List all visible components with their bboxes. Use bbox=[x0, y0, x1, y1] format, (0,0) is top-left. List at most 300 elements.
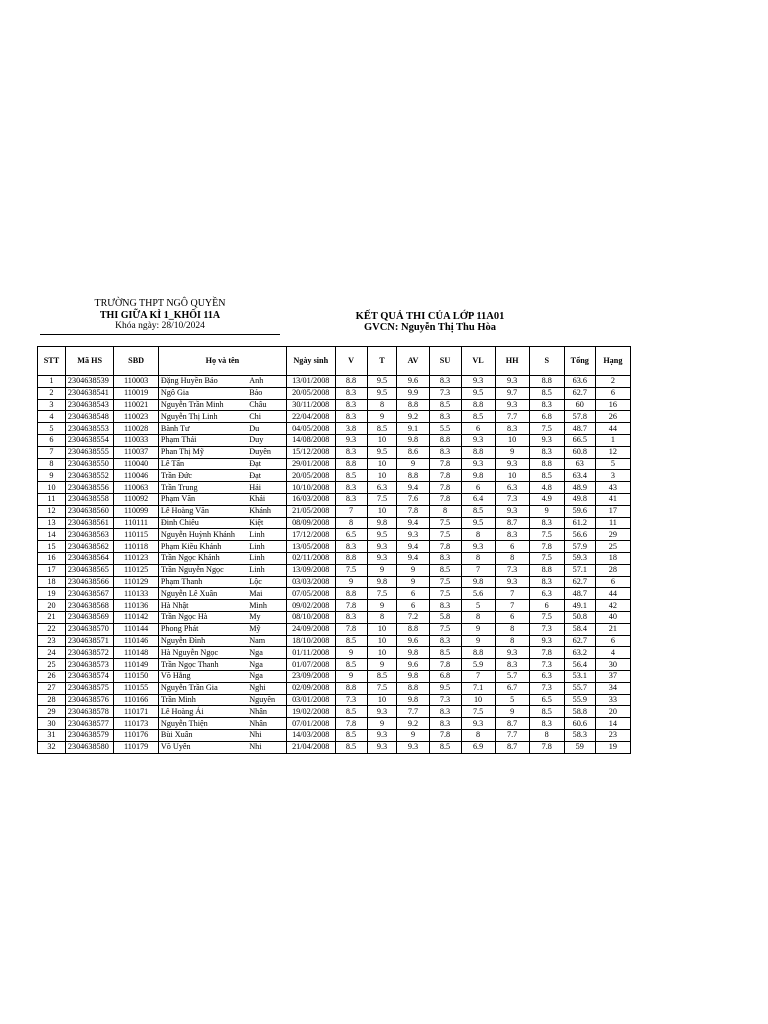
surname-cell: Đinh Chiêu bbox=[158, 517, 247, 529]
physics-score-cell: 6 bbox=[461, 482, 495, 494]
physics-score-cell: 5.9 bbox=[461, 659, 495, 671]
biology-score-cell: 9.3 bbox=[529, 635, 564, 647]
student-id-cell: 2304638571 bbox=[65, 635, 114, 647]
student-id-cell: 2304638568 bbox=[65, 600, 114, 612]
table-row bbox=[38, 505, 631, 517]
literature-score-cell: 8.3 bbox=[335, 541, 367, 553]
physics-score-cell: 6.9 bbox=[461, 741, 495, 753]
table-row bbox=[38, 482, 631, 494]
surname-cell: Trần Nguyễn Ngọc bbox=[158, 564, 247, 576]
math-score-cell: 7.5 bbox=[367, 588, 397, 600]
math-score-cell: 9.5 bbox=[367, 376, 397, 388]
math-score-cell: 7.5 bbox=[367, 682, 397, 694]
rank-cell: 18 bbox=[595, 552, 630, 564]
student-id-cell: 2304638552 bbox=[65, 470, 114, 482]
history-score-cell: 5.5 bbox=[429, 423, 461, 435]
english-score-cell: 9.4 bbox=[397, 541, 429, 553]
table-row bbox=[38, 517, 631, 529]
surname-cell: Trần Minh bbox=[158, 694, 247, 706]
birth-date-cell: 03/03/2008 bbox=[286, 576, 335, 588]
biology-score-cell: 8.8 bbox=[529, 458, 564, 470]
chemistry-score-cell: 9 bbox=[495, 706, 529, 718]
total-score-cell: 57.8 bbox=[564, 411, 595, 423]
birth-date-cell: 02/09/2008 bbox=[286, 682, 335, 694]
table-row bbox=[38, 611, 631, 623]
stt-cell: 31 bbox=[38, 729, 66, 741]
history-score-cell: 7.5 bbox=[429, 576, 461, 588]
math-score-cell: 9.8 bbox=[367, 576, 397, 588]
given-name-cell: Kiệt bbox=[247, 517, 286, 529]
given-name-cell: Nga bbox=[247, 647, 286, 659]
total-score-cell: 57.1 bbox=[564, 564, 595, 576]
stt-cell: 18 bbox=[38, 576, 66, 588]
table-row bbox=[38, 399, 631, 411]
math-score-cell: 9 bbox=[367, 659, 397, 671]
candidate-number-cell: 110171 bbox=[114, 706, 158, 718]
student-id-cell: 2304638563 bbox=[65, 529, 114, 541]
chemistry-score-cell: 9.3 bbox=[495, 376, 529, 388]
history-score-cell: 8.5 bbox=[429, 399, 461, 411]
student-id-cell: 2304638573 bbox=[65, 659, 114, 671]
physics-score-cell: 7 bbox=[461, 670, 495, 682]
student-id-cell: 2304638580 bbox=[65, 741, 114, 753]
literature-score-cell: 8.5 bbox=[335, 741, 367, 753]
literature-score-cell: 8.3 bbox=[335, 411, 367, 423]
chemistry-score-cell: 10 bbox=[495, 434, 529, 446]
literature-score-cell: 7.3 bbox=[335, 694, 367, 706]
math-score-cell: 9.3 bbox=[367, 552, 397, 564]
table-row bbox=[38, 576, 631, 588]
given-name-cell: Đạt bbox=[247, 458, 286, 470]
math-score-cell: 9 bbox=[367, 411, 397, 423]
given-name-cell: Nhi bbox=[247, 729, 286, 741]
chemistry-score-cell: 7.7 bbox=[495, 729, 529, 741]
physics-score-cell: 8.5 bbox=[461, 411, 495, 423]
table-row bbox=[38, 682, 631, 694]
literature-score-cell: 8.8 bbox=[335, 588, 367, 600]
table-row bbox=[38, 694, 631, 706]
total-score-cell: 63.4 bbox=[564, 470, 595, 482]
birth-date-cell: 20/05/2008 bbox=[286, 470, 335, 482]
rank-cell: 6 bbox=[595, 576, 630, 588]
birth-date-cell: 09/02/2008 bbox=[286, 600, 335, 612]
history-score-cell: 7.8 bbox=[429, 493, 461, 505]
rank-cell: 17 bbox=[595, 505, 630, 517]
results-table bbox=[37, 346, 631, 754]
biology-score-cell: 4.9 bbox=[529, 493, 564, 505]
surname-cell: Ngô Gia bbox=[158, 387, 247, 399]
history-score-cell: 8.3 bbox=[429, 446, 461, 458]
rank-cell: 40 bbox=[595, 611, 630, 623]
literature-score-cell: 8.3 bbox=[335, 611, 367, 623]
physics-score-cell: 9.8 bbox=[461, 470, 495, 482]
rank-cell: 28 bbox=[595, 564, 630, 576]
surname-cell: Phạm Thái bbox=[158, 434, 247, 446]
birth-date-cell: 21/04/2008 bbox=[286, 741, 335, 753]
birth-date-cell: 24/09/2008 bbox=[286, 623, 335, 635]
biology-score-cell: 9 bbox=[529, 505, 564, 517]
rank-cell: 21 bbox=[595, 623, 630, 635]
math-score-cell: 9.8 bbox=[367, 517, 397, 529]
biology-score-cell: 7.5 bbox=[529, 529, 564, 541]
birth-date-cell: 16/03/2008 bbox=[286, 493, 335, 505]
surname-cell: Nguyễn Thiện bbox=[158, 718, 247, 730]
stt-cell: 27 bbox=[38, 682, 66, 694]
table-row bbox=[38, 647, 631, 659]
table-row bbox=[38, 718, 631, 730]
candidate-number-cell: 110148 bbox=[114, 647, 158, 659]
history-score-cell: 7.8 bbox=[429, 470, 461, 482]
birth-date-cell: 07/01/2008 bbox=[286, 718, 335, 730]
chemistry-score-cell: 8.7 bbox=[495, 517, 529, 529]
math-score-cell: 6.3 bbox=[367, 482, 397, 494]
math-score-cell: 9 bbox=[367, 600, 397, 612]
rank-cell: 2 bbox=[595, 376, 630, 388]
chemistry-score-cell: 5 bbox=[495, 694, 529, 706]
total-score-cell: 55.9 bbox=[564, 694, 595, 706]
surname-cell: Võ Hằng bbox=[158, 670, 247, 682]
candidate-number-cell: 110023 bbox=[114, 411, 158, 423]
physics-score-cell: 8.8 bbox=[461, 647, 495, 659]
chemistry-score-cell: 9.3 bbox=[495, 399, 529, 411]
english-score-cell: 7.6 bbox=[397, 493, 429, 505]
given-name-cell: Nghi bbox=[247, 682, 286, 694]
math-score-cell: 8 bbox=[367, 399, 397, 411]
given-name-cell: Châu bbox=[247, 399, 286, 411]
col-header-english: AV bbox=[397, 347, 429, 376]
given-name-cell: Linh bbox=[247, 541, 286, 553]
birth-date-cell: 13/09/2008 bbox=[286, 564, 335, 576]
chemistry-score-cell: 8 bbox=[495, 623, 529, 635]
math-score-cell: 7.5 bbox=[367, 493, 397, 505]
surname-cell: Trần Đức bbox=[158, 470, 247, 482]
birth-date-cell: 15/12/2008 bbox=[286, 446, 335, 458]
total-score-cell: 59.3 bbox=[564, 552, 595, 564]
given-name-cell: Mỹ bbox=[247, 623, 286, 635]
literature-score-cell: 7.5 bbox=[335, 564, 367, 576]
surname-cell: Hà Nhật bbox=[158, 600, 247, 612]
student-id-cell: 2304638556 bbox=[65, 482, 114, 494]
col-header-math: T bbox=[367, 347, 397, 376]
student-id-cell: 2304638560 bbox=[65, 505, 114, 517]
biology-score-cell: 7.8 bbox=[529, 647, 564, 659]
table-row bbox=[38, 446, 631, 458]
stt-cell: 22 bbox=[38, 623, 66, 635]
surname-cell: Nguyễn Trần Minh bbox=[158, 399, 247, 411]
birth-date-cell: 23/09/2008 bbox=[286, 670, 335, 682]
surname-cell: Nguyễn Lê Xuân bbox=[158, 588, 247, 600]
birth-date-cell: 13/05/2008 bbox=[286, 541, 335, 553]
birth-date-cell: 08/09/2008 bbox=[286, 517, 335, 529]
chemistry-score-cell: 6.7 bbox=[495, 682, 529, 694]
rank-cell: 11 bbox=[595, 517, 630, 529]
surname-cell: Phạm Kiều Khánh bbox=[158, 541, 247, 553]
biology-score-cell: 8.5 bbox=[529, 387, 564, 399]
table-row bbox=[38, 434, 631, 446]
history-score-cell: 7.5 bbox=[429, 517, 461, 529]
header-divider bbox=[40, 334, 280, 335]
math-score-cell: 10 bbox=[367, 694, 397, 706]
total-score-cell: 56.6 bbox=[564, 529, 595, 541]
candidate-number-cell: 110179 bbox=[114, 741, 158, 753]
biology-score-cell: 7.5 bbox=[529, 552, 564, 564]
stt-cell: 4 bbox=[38, 411, 66, 423]
math-score-cell: 9.3 bbox=[367, 741, 397, 753]
physics-score-cell: 8 bbox=[461, 529, 495, 541]
physics-score-cell: 9.3 bbox=[461, 541, 495, 553]
exam-title: THI GIỮA KÌ 1_KHỐI 11A bbox=[99, 310, 221, 321]
literature-score-cell: 9 bbox=[335, 647, 367, 659]
given-name-cell: Nhân bbox=[247, 718, 286, 730]
total-score-cell: 60.8 bbox=[564, 446, 595, 458]
birth-date-cell: 08/10/2008 bbox=[286, 611, 335, 623]
literature-score-cell: 9 bbox=[335, 576, 367, 588]
biology-score-cell: 7.5 bbox=[529, 423, 564, 435]
table-row bbox=[38, 741, 631, 753]
given-name-cell: Bảo bbox=[247, 387, 286, 399]
rank-cell: 19 bbox=[595, 741, 630, 753]
literature-score-cell: 7 bbox=[335, 505, 367, 517]
student-id-cell: 2304638562 bbox=[65, 541, 114, 553]
stt-cell: 13 bbox=[38, 517, 66, 529]
rank-cell: 44 bbox=[595, 423, 630, 435]
student-id-cell: 2304638566 bbox=[65, 576, 114, 588]
table-row bbox=[38, 552, 631, 564]
student-id-cell: 2304638553 bbox=[65, 423, 114, 435]
history-score-cell: 7.8 bbox=[429, 482, 461, 494]
candidate-number-cell: 110046 bbox=[114, 470, 158, 482]
chemistry-score-cell: 9.3 bbox=[495, 576, 529, 588]
col-header-student-id: Mã HS bbox=[65, 347, 114, 376]
math-score-cell: 9 bbox=[367, 564, 397, 576]
math-score-cell: 10 bbox=[367, 505, 397, 517]
english-score-cell: 9.8 bbox=[397, 434, 429, 446]
stt-cell: 29 bbox=[38, 706, 66, 718]
table-row bbox=[38, 423, 631, 435]
english-score-cell: 6 bbox=[397, 588, 429, 600]
given-name-cell: My bbox=[247, 611, 286, 623]
total-score-cell: 48.9 bbox=[564, 482, 595, 494]
history-score-cell: 6.8 bbox=[429, 670, 461, 682]
total-score-cell: 63 bbox=[564, 458, 595, 470]
english-score-cell: 9 bbox=[397, 576, 429, 588]
student-id-cell: 2304638548 bbox=[65, 411, 114, 423]
history-score-cell: 7.5 bbox=[429, 529, 461, 541]
total-score-cell: 61.2 bbox=[564, 517, 595, 529]
surname-cell: Bành Tư bbox=[158, 423, 247, 435]
student-id-cell: 2304638564 bbox=[65, 552, 114, 564]
surname-cell: Nguyễn Huỳnh Khánh bbox=[158, 529, 247, 541]
stt-cell: 21 bbox=[38, 611, 66, 623]
rank-cell: 25 bbox=[595, 541, 630, 553]
biology-score-cell: 7.8 bbox=[529, 541, 564, 553]
rank-cell: 6 bbox=[595, 387, 630, 399]
exam-date: Khóa ngày: 28/10/2024 bbox=[115, 321, 205, 331]
candidate-number-cell: 110123 bbox=[114, 552, 158, 564]
math-score-cell: 10 bbox=[367, 458, 397, 470]
total-score-cell: 59 bbox=[564, 741, 595, 753]
english-score-cell: 9.8 bbox=[397, 647, 429, 659]
student-id-cell: 2304638567 bbox=[65, 588, 114, 600]
chemistry-score-cell: 9.3 bbox=[495, 647, 529, 659]
biology-score-cell: 8.3 bbox=[529, 517, 564, 529]
biology-score-cell: 8.5 bbox=[529, 470, 564, 482]
physics-score-cell: 9.3 bbox=[461, 434, 495, 446]
english-score-cell: 9.2 bbox=[397, 718, 429, 730]
english-score-cell: 9.3 bbox=[397, 529, 429, 541]
candidate-number-cell: 110173 bbox=[114, 718, 158, 730]
birth-date-cell: 18/10/2008 bbox=[286, 635, 335, 647]
rank-cell: 3 bbox=[595, 470, 630, 482]
physics-score-cell: 5.6 bbox=[461, 588, 495, 600]
biology-score-cell: 6.8 bbox=[529, 411, 564, 423]
given-name-cell: Nguyên bbox=[247, 694, 286, 706]
candidate-number-cell: 110144 bbox=[114, 623, 158, 635]
physics-score-cell: 5 bbox=[461, 600, 495, 612]
math-score-cell: 9.3 bbox=[367, 706, 397, 718]
english-score-cell: 7.7 bbox=[397, 706, 429, 718]
math-score-cell: 10 bbox=[367, 623, 397, 635]
english-score-cell: 8.6 bbox=[397, 446, 429, 458]
candidate-number-cell: 110028 bbox=[114, 423, 158, 435]
table-header-row bbox=[38, 347, 631, 376]
math-score-cell: 10 bbox=[367, 470, 397, 482]
stt-cell: 8 bbox=[38, 458, 66, 470]
table-row bbox=[38, 529, 631, 541]
col-header-birth-date: Ngày sinh bbox=[286, 347, 335, 376]
chemistry-score-cell: 8.3 bbox=[495, 529, 529, 541]
given-name-cell: Mai bbox=[247, 588, 286, 600]
literature-score-cell: 8.8 bbox=[335, 376, 367, 388]
stt-cell: 6 bbox=[38, 434, 66, 446]
biology-score-cell: 6.3 bbox=[529, 670, 564, 682]
table-row bbox=[38, 623, 631, 635]
birth-date-cell: 17/12/2008 bbox=[286, 529, 335, 541]
rank-cell: 6 bbox=[595, 635, 630, 647]
rank-cell: 14 bbox=[595, 718, 630, 730]
candidate-number-cell: 110040 bbox=[114, 458, 158, 470]
literature-score-cell: 9 bbox=[335, 670, 367, 682]
chemistry-score-cell: 7.7 bbox=[495, 411, 529, 423]
english-score-cell: 9.4 bbox=[397, 517, 429, 529]
student-id-cell: 2304638578 bbox=[65, 706, 114, 718]
birth-date-cell: 01/07/2008 bbox=[286, 659, 335, 671]
physics-score-cell: 9.3 bbox=[461, 458, 495, 470]
student-id-cell: 2304638574 bbox=[65, 670, 114, 682]
given-name-cell: Khánh bbox=[247, 505, 286, 517]
biology-score-cell: 8.5 bbox=[529, 706, 564, 718]
biology-score-cell: 8.3 bbox=[529, 718, 564, 730]
total-score-cell: 62.7 bbox=[564, 576, 595, 588]
history-score-cell: 7.3 bbox=[429, 694, 461, 706]
chemistry-score-cell: 8.7 bbox=[495, 718, 529, 730]
english-score-cell: 8.8 bbox=[397, 623, 429, 635]
given-name-cell: Nga bbox=[247, 659, 286, 671]
total-score-cell: 49.1 bbox=[564, 600, 595, 612]
physics-score-cell: 8.8 bbox=[461, 446, 495, 458]
student-id-cell: 2304638577 bbox=[65, 718, 114, 730]
history-score-cell: 8.8 bbox=[429, 434, 461, 446]
history-score-cell: 8.5 bbox=[429, 564, 461, 576]
birth-date-cell: 02/11/2008 bbox=[286, 552, 335, 564]
total-score-cell: 60.6 bbox=[564, 718, 595, 730]
physics-score-cell: 9.5 bbox=[461, 387, 495, 399]
student-id-cell: 2304638570 bbox=[65, 623, 114, 635]
literature-score-cell: 8.5 bbox=[335, 470, 367, 482]
literature-score-cell: 8.3 bbox=[335, 399, 367, 411]
english-score-cell: 8.8 bbox=[397, 682, 429, 694]
history-score-cell: 7.8 bbox=[429, 729, 461, 741]
physics-score-cell: 9.3 bbox=[461, 376, 495, 388]
table-row bbox=[38, 729, 631, 741]
given-name-cell: Minh bbox=[247, 600, 286, 612]
rank-cell: 5 bbox=[595, 458, 630, 470]
english-score-cell: 9 bbox=[397, 564, 429, 576]
stt-cell: 14 bbox=[38, 529, 66, 541]
given-name-cell: Hải bbox=[247, 482, 286, 494]
given-name-cell: Linh bbox=[247, 529, 286, 541]
surname-cell: Nguyễn Thị Linh bbox=[158, 411, 247, 423]
candidate-number-cell: 110003 bbox=[114, 376, 158, 388]
english-score-cell: 8.8 bbox=[397, 399, 429, 411]
literature-score-cell: 8.3 bbox=[335, 482, 367, 494]
literature-score-cell: 3.8 bbox=[335, 423, 367, 435]
english-score-cell: 9.4 bbox=[397, 482, 429, 494]
stt-cell: 3 bbox=[38, 399, 66, 411]
chemistry-score-cell: 9.3 bbox=[495, 505, 529, 517]
history-score-cell: 8.5 bbox=[429, 741, 461, 753]
table-row bbox=[38, 376, 631, 388]
birth-date-cell: 19/02/2008 bbox=[286, 706, 335, 718]
surname-cell: Trần Ngọc Khánh bbox=[158, 552, 247, 564]
total-score-cell: 62.7 bbox=[564, 387, 595, 399]
total-score-cell: 66.5 bbox=[564, 434, 595, 446]
student-id-cell: 2304638561 bbox=[65, 517, 114, 529]
english-score-cell: 9 bbox=[397, 729, 429, 741]
col-header-total: Tổng bbox=[564, 347, 595, 376]
table-row bbox=[38, 541, 631, 553]
math-score-cell: 9.5 bbox=[367, 529, 397, 541]
literature-score-cell: 8.5 bbox=[335, 635, 367, 647]
history-score-cell: 8.3 bbox=[429, 411, 461, 423]
student-id-cell: 2304638558 bbox=[65, 493, 114, 505]
literature-score-cell: 6.5 bbox=[335, 529, 367, 541]
math-score-cell: 9.5 bbox=[367, 387, 397, 399]
candidate-number-cell: 110149 bbox=[114, 659, 158, 671]
history-score-cell: 8.3 bbox=[429, 718, 461, 730]
biology-score-cell: 8.8 bbox=[529, 376, 564, 388]
candidate-number-cell: 110021 bbox=[114, 399, 158, 411]
math-score-cell: 9.3 bbox=[367, 729, 397, 741]
rank-cell: 30 bbox=[595, 659, 630, 671]
total-score-cell: 60 bbox=[564, 399, 595, 411]
history-score-cell: 7.8 bbox=[429, 659, 461, 671]
physics-score-cell: 6 bbox=[461, 423, 495, 435]
stt-cell: 10 bbox=[38, 482, 66, 494]
stt-cell: 25 bbox=[38, 659, 66, 671]
physics-score-cell: 7 bbox=[461, 564, 495, 576]
candidate-number-cell: 110155 bbox=[114, 682, 158, 694]
stt-cell: 28 bbox=[38, 694, 66, 706]
given-name-cell: Nhi bbox=[247, 741, 286, 753]
total-score-cell: 63.6 bbox=[564, 376, 595, 388]
english-score-cell: 9.1 bbox=[397, 423, 429, 435]
chemistry-score-cell: 9 bbox=[495, 446, 529, 458]
student-id-cell: 2304638575 bbox=[65, 682, 114, 694]
stt-cell: 7 bbox=[38, 446, 66, 458]
table-row bbox=[38, 458, 631, 470]
history-score-cell: 7.5 bbox=[429, 623, 461, 635]
